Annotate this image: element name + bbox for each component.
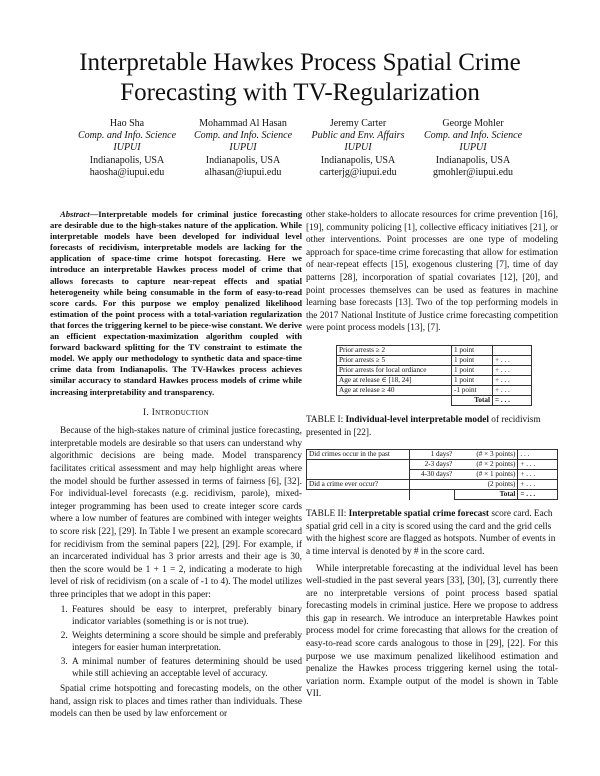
table-row: [307, 450, 558, 460]
principle-item: 1. Features should be easy to interpret, preferably binary indicator variables (something is or is not true).: [70, 604, 302, 629]
paper-title: Interpretable Hawkes Process Spatial Crime Forecasting with TV-Regularization: [79, 49, 521, 106]
table-cell-interval: 1 days?: [409, 450, 454, 460]
principle-item: 2. Weights determining a score should be simple and preferably integers for easier human interpretation.: [70, 630, 302, 655]
caption-text: score card. Each spatial grid cell in a city is scored using the card and the grid cells with the highest score are flagged as hotspots. Number of events in a time interval is denoted by # in the score card.: [306, 509, 556, 557]
intro-paragraph-last: While interpretable forecasting at the individual level has been well-studied in the past several years [33], [30], [3], currently there are no interpretable versions of point process based spatial forecasting models in criminal justice. Here we propose to address this gap in research. We introduce an interpretable Hawkes point process model for crime forecasting that allows for the creation of easy-to-read score cards analogous to those in [29], [22]. For this purpose we use maximum penalized likelihood estimation and penalize the Hawkes process triggering kernel using the total-variation norm. Example output of the model is shown in Table VII.: [306, 563, 558, 700]
author-org: IUPUI: [344, 142, 372, 154]
author-location: Indianapolis, USA: [320, 154, 396, 166]
table-1-recidivism-scorecard: [336, 345, 532, 406]
table-cell-feature: Prior arrests ≥ 2: [337, 345, 452, 355]
author-email: gmohler@iupui.edu: [432, 166, 514, 178]
author-name: Hao Sha: [109, 118, 145, 129]
table-row: [337, 365, 532, 375]
table-cell-feature: Age at release ∈ [18, 24]: [337, 375, 452, 385]
table-cell-question: Did crimes occur in the past: [307, 450, 410, 460]
author-org: IUPUI: [229, 142, 257, 154]
author-location: Indianapolis, USA: [435, 154, 511, 166]
table-cell-op: + . . .: [518, 480, 558, 490]
author-email: haosha@iupui.edu: [89, 166, 165, 178]
abstract: [50, 209, 302, 398]
left-column: [50, 209, 302, 721]
table-cell-op: + . . .: [493, 375, 532, 385]
table-cell-points: -1 point: [452, 385, 493, 395]
table-cell-question: [307, 460, 410, 470]
table-total-row: [337, 395, 532, 405]
table-row: [307, 470, 558, 480]
table-cell-points: 1 point: [452, 345, 493, 355]
table-row: [337, 355, 532, 365]
table-total-op: = . . .: [493, 395, 532, 405]
author-name: George Mohler: [442, 118, 504, 129]
table-cell-points: 1 point: [452, 355, 493, 365]
table-cell-question: Did a crime ever occur?: [307, 480, 410, 490]
author-org: IUPUI: [459, 142, 487, 154]
table-cell-feature: Prior arrests ≥ 5: [337, 355, 452, 365]
table-cell-feature: Age at release ≥ 40: [337, 385, 452, 395]
caption-bold: Individual-level interpretable model: [345, 414, 489, 425]
table-row: [307, 460, 558, 470]
table-cell-op: + . . .: [518, 460, 558, 470]
author-dept: Comp. and Info. Science: [193, 130, 293, 142]
caption-bold: Interpretable spatial crime forecast: [348, 509, 490, 520]
table-cell-empty: [409, 490, 454, 500]
table-cell-op: + . . .: [518, 470, 558, 480]
principles-list: [50, 604, 302, 682]
table-cell-op: + . . .: [493, 365, 532, 375]
caption-text: of recidivism presented in [22].: [306, 414, 541, 438]
author-name: Jeremy Carter: [329, 118, 387, 129]
abstract-label: Abstract: [60, 209, 90, 219]
table-cell-points: (# × 3 points): [454, 450, 518, 460]
table-cell-op: [493, 345, 532, 355]
author-email: alhasan@iupui.edu: [204, 166, 282, 178]
table-cell-points: (# × 1 points): [454, 470, 518, 480]
table-cell-op: . . .: [518, 450, 558, 460]
table-total-label: Total: [454, 490, 518, 500]
caption-prefix: TABLE I:: [306, 414, 346, 425]
author-4: [398, 118, 548, 179]
author-dept: Comp. and Info. Science: [77, 130, 177, 142]
author-dept: Comp. and Info. Science: [423, 130, 523, 142]
table-cell-points: 1 point: [452, 365, 493, 375]
table-cell-empty: [337, 395, 452, 405]
author-name: Mohammad Al Hasan: [199, 118, 287, 129]
principle-item: 3. A minimal number of features determining should be used while still achieving an acceptable level of accuracy.: [70, 656, 302, 681]
author-dept: Public and Env. Affairs: [311, 130, 405, 142]
table-row: [337, 375, 532, 385]
table-2-spatial-scorecard: [306, 449, 558, 500]
table-cell-points: (# × 2 points): [454, 460, 518, 470]
table-cell-op: + . . .: [493, 355, 532, 365]
author-location: Indianapolis, USA: [89, 154, 165, 166]
table-row: [337, 385, 532, 395]
table-cell-feature: Prior arrests for local ordiance: [337, 365, 452, 375]
table-2-caption: [306, 508, 558, 558]
table-cell-interval: [409, 480, 454, 490]
author-org: IUPUI: [113, 142, 141, 154]
table-total-label: Total: [452, 395, 493, 405]
table-cell-interval: 4-30 days?: [409, 470, 454, 480]
table-cell-points: 1 point: [452, 375, 493, 385]
table-total-row: [307, 490, 558, 500]
caption-prefix: TABLE II:: [306, 509, 349, 520]
intro-paragraph-1: Because of the high-stakes nature of criminal justice forecasting, interpretable models are desirable so that users can understand why algorithmic decisions are being made. Model transparency facilitates critical assessment and may help highlight areas where the model should be further assessed in terms of fairness [6], [32]. For individual-level forecasts (e.g. recidivism, parole), mixed-integer programming has been used to create integer score cards where a low number of features are combined with integer weights to score risk [22], [29]. In Table I we present an example scorecard for recidivism from the seminal papers [22], [29]. For example, if an incarcerated individual has 3 prior arrests and their age is 30, then the score would be 1 + 1 = 2, indicating a moderate to high level of risk of recidivism (on a scale of -1 to 4). The model utilizes three principles that we adopt in this paper:: [50, 426, 302, 600]
table-1-caption: [306, 414, 558, 439]
table-cell-question: [307, 470, 410, 480]
section-heading-introduction: I. Introduction: [143, 407, 209, 418]
table-row: [307, 480, 558, 490]
author-location: Indianapolis, USA: [205, 154, 281, 166]
abstract-text: —Interpretable models for criminal justice forecasting are desirable due to the high-stakes nature of the application. While interpretable models have been developed for individual level forecasts of recidivism, interpretable models are lacking for the application of space-time crime hotspot forecasting. Here we introduce an interpretable Hawkes process model of crime that allows forecasts to capture near-repeat effects and spatial heterogeneity while being consumable in the form of easy-to-read score cards. For this purpose we employ penalized likelihood estimation of the point process with a total-variation regularization that forces the triggering kernel to be piece-wise constant. We derive an efficient expectation-maximization algorithm coupled with forward backward splitting for the TV constraint to estimate the model. We apply our methodology to synthetic data and space-time crime data from Indianapolis. The TV-Hawkes process achieves similar accuracy to standard Hawkes process models of crime while increasing interpretability and transparency.: [50, 209, 302, 397]
right-column: [306, 209, 558, 701]
table-cell-empty: [307, 490, 410, 500]
author-email: carterjg@iupui.edu: [319, 166, 397, 178]
table-cell-op: + . . .: [493, 385, 532, 395]
intro-paragraph-continued: other stake-holders to allocate resources for crime prevention [16], [19], community policing [1], collective efficacy initiatives [21], or other interventions. Point processes are one type of modeling approach for space-time crime forecasting that allow for estimation of near-repeat effects [15], exogenous clustering [7], time of day patterns [28], incorporation of spatial covariates [12], [20], and point processes themselves can be used as features in machine learning base forecasts [13]. Two of the top performing models in the 2017 National Institute of Justice crime forecasting competition were point process models [13], [7].: [306, 210, 558, 334]
table-row: [337, 345, 532, 355]
table-total-op: = . . .: [518, 490, 558, 500]
table-cell-points: (2 points): [454, 480, 518, 490]
table-cell-interval: 2-3 days?: [409, 460, 454, 470]
intro-paragraph-2: Spatial crime hotspotting and forecasting models, on the other hand, assign risk to places and times rather than individuals. These models can then be used by law enforcement or: [50, 684, 302, 720]
